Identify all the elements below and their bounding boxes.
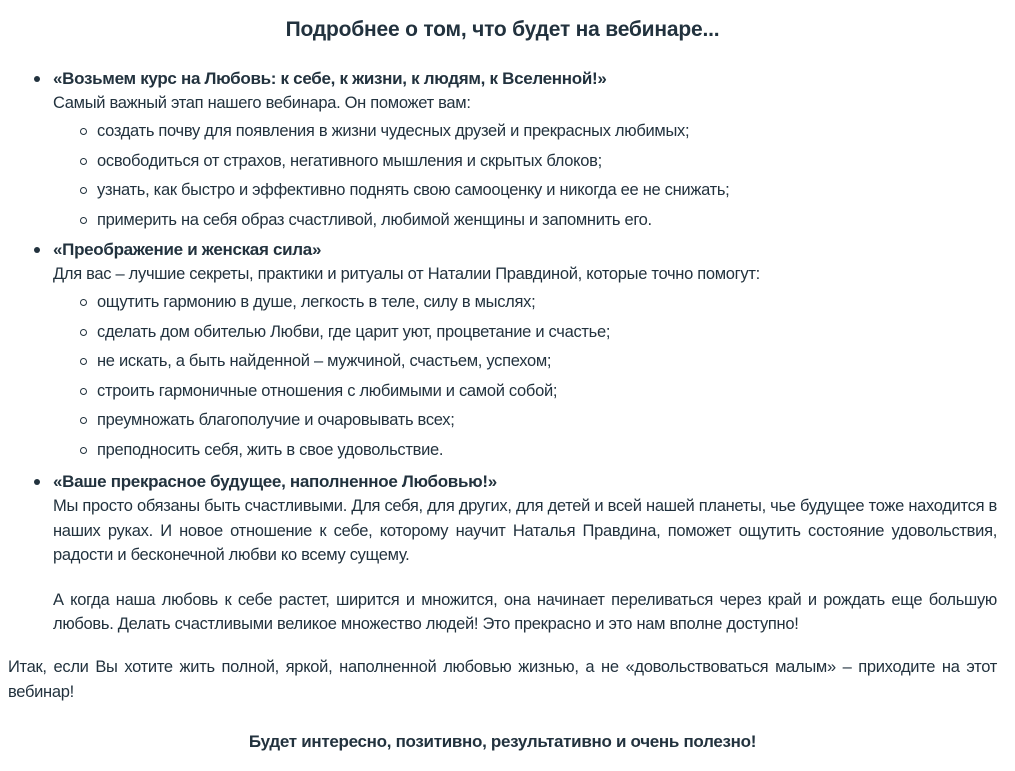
section-course-on-love <box>53 67 997 237</box>
section-intro: Для вас – лучшие секреты, практики и ритуалы от Наталии Правдиной, которые точно помогут: <box>53 265 760 283</box>
list-item: не искать, а быть найденной – мужчиной, счастьем, успехом; <box>97 349 997 373</box>
list-item: ощутить гармонию в душе, легкость в теле, силу в мыслях; <box>97 290 997 314</box>
final-statement: Будет интересно, позитивно, результативно и очень полезно! <box>248 732 757 751</box>
list-item: строить гармоничные отношения с любимыми и самой собой; <box>97 379 997 403</box>
list-item: освободиться от страхов, негативного мышления и скрытых блоков; <box>97 149 997 173</box>
benefit-list <box>53 119 997 232</box>
section-transformation <box>53 238 997 467</box>
list-item: преумножать благополучие и очаровывать всех; <box>97 408 997 432</box>
list-item: преподносить себя, жить в свое удовольствие. <box>97 438 997 462</box>
closing-paragraph: Итак, если Вы хотите жить полной, яркой, наполненной любовью жизнью, а не «довольствоваться малым» – приходите на этот вебинар! <box>8 658 997 701</box>
benefit-list <box>53 290 997 462</box>
list-item: создать почву для появления в жизни чудесных друзей и прекрасных любимых; <box>97 119 997 143</box>
section-heading: «Возьмем курс на Любовь: к себе, к жизни, к людям, к Вселенной!» <box>53 67 997 91</box>
section-intro: Самый важный этап нашего вебинара. Он поможет вам: <box>53 94 471 112</box>
section-future <box>53 470 997 637</box>
paragraph: Мы просто обязаны быть счастливыми. Для себя, для других, для детей и всей нашей планеты, чье будущее тоже находится в наших руках. И новое отношение к себе, которому научит Наталья Правдина, поможет ощутить состояние удовольствия, радости и бесконечной любви ко всему сущему. <box>53 497 997 564</box>
section-heading: «Преображение и женская сила» <box>53 238 997 262</box>
section-heading: «Ваше прекрасное будущее, наполненное Любовью!» <box>53 470 997 494</box>
list-item: примерить на себя образ счастливой, любимой женщины и запомнить его. <box>97 208 997 232</box>
paragraph: А когда наша любовь к себе растет, ширится и множится, она начинает переливаться через край и рождать еще большую любовь. Делать счастливыми великое множество людей! Это прекрасно и это нам вполне доступно! <box>53 590 997 633</box>
page-title: Подробнее о том, что будет на вебинаре... <box>285 18 720 41</box>
list-item: сделать дом обителью Любви, где царит уют, процветание и счастье; <box>97 320 997 344</box>
list-item: узнать, как быстро и эффективно поднять свою самооценку и никогда ее не снижать; <box>97 178 997 202</box>
